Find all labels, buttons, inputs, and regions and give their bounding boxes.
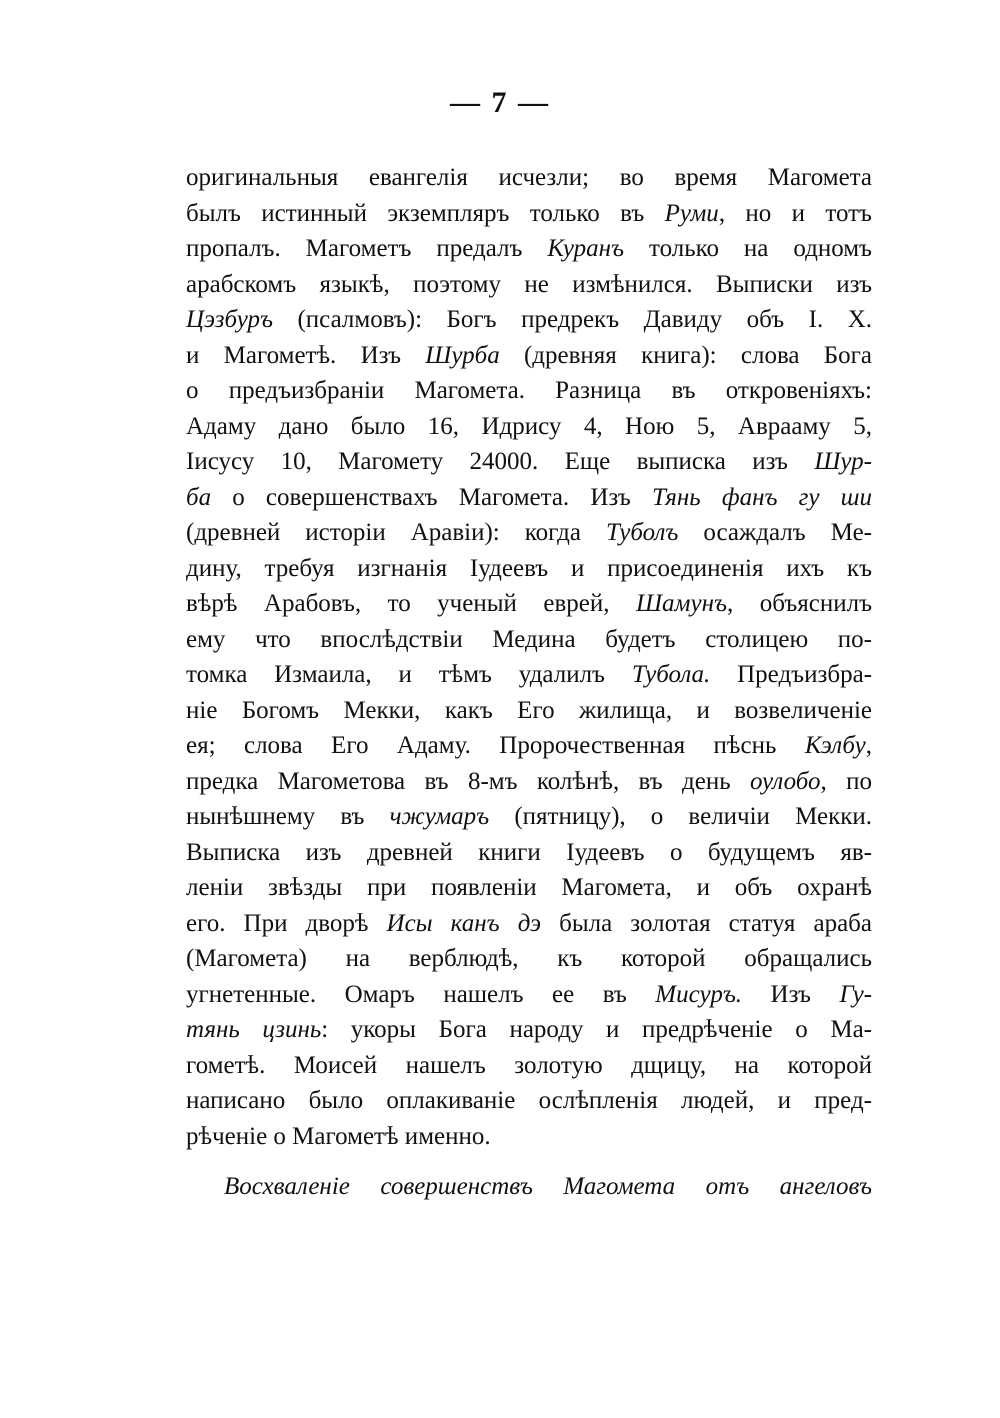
text-segment: предка Магометова въ 8-мъ колѣнѣ, въ день: [186, 767, 750, 795]
text-line: [186, 586, 872, 622]
text-line: [186, 977, 872, 1013]
text-line: [186, 622, 872, 658]
italic-term: Цэзбуръ: [186, 306, 273, 333]
text-segment: , объяснилъ: [727, 590, 872, 617]
page-number: — 7 —: [450, 86, 550, 119]
text-segment: арабскомъ языкѣ, поэтому не измѣнился. Выписки изъ: [186, 270, 872, 298]
text-line: [186, 515, 872, 551]
text-segment: угнетенные. Омаръ нашелъ ее въ: [186, 980, 656, 1008]
text-line: [186, 870, 872, 906]
italic-term: чжумаръ: [389, 803, 490, 830]
italic-term: Шурба: [425, 341, 500, 369]
text-segment: Адаму дано было 16, Идрису 4, Ною 5, Аврааму 5,: [186, 412, 872, 440]
text-segment: , но и тотъ: [718, 199, 872, 227]
text-segment: (древней исторіи Аравіи): когда: [186, 519, 606, 546]
text-segment: Выписка изъ древней книги Іудеевъ о будущемъ яв-: [186, 838, 872, 866]
italic-term: ба: [186, 483, 212, 511]
text-line: [186, 728, 872, 764]
text-segment: ему что впослѣдствіи Медина будетъ столицею по-: [186, 625, 872, 653]
text-line: [186, 1083, 872, 1119]
text-line: [186, 302, 872, 338]
italic-term: Восхваленіе совершенствъ Магомета отъ ангеловъ: [224, 1173, 872, 1200]
text-line: [186, 160, 872, 196]
italic-term: Шамунъ: [635, 590, 727, 617]
italic-term: Туболъ: [605, 519, 679, 546]
text-line: [186, 267, 872, 303]
text-line: [186, 764, 872, 800]
text-segment: и Магометѣ. Изъ: [186, 341, 426, 369]
text-line: [186, 551, 872, 587]
text-segment: гометѣ. Моисей нашелъ золотую дщицу, на которой: [186, 1051, 872, 1079]
italic-term: Руми: [664, 199, 719, 227]
text-segment: только на одномъ: [624, 235, 872, 262]
italic-term: оулобо: [749, 767, 821, 795]
text-line: [186, 941, 872, 977]
text-segment: была золотая статуя араба: [541, 909, 872, 937]
text-segment: (псалмовъ): Богъ предрекъ Давиду объ І. Х.: [273, 306, 872, 333]
italic-term: Тубола.: [631, 661, 711, 688]
text-segment: написано было оплакиваніе ослѣпленія людей, и пред-: [186, 1087, 872, 1114]
italic-term: тянь цзинь: [186, 1016, 322, 1043]
text-line: [186, 480, 872, 516]
italic-term: Гу-: [839, 980, 873, 1008]
text-line: [186, 409, 872, 445]
text-line: [186, 835, 872, 871]
text-line: [186, 444, 872, 480]
text-segment: его. При дворѣ: [186, 909, 387, 937]
text-segment: Іисусу 10, Магомету 24000. Еще выписка изъ: [186, 448, 815, 475]
text-segment: нынѣшнему въ: [186, 803, 390, 830]
italic-term: Куранъ: [547, 235, 625, 262]
text-line: [186, 1169, 872, 1205]
text-segment: томка Измаила, и тѣмъ удалилъ: [186, 661, 632, 688]
text-line: [186, 1048, 872, 1084]
text-segment: ніе Богомъ Мекки, какъ Его жилища, и возвеличеніе: [186, 696, 872, 724]
text-segment: о предъизбраніи Магомета. Разница въ откровеніяхъ:: [186, 377, 872, 404]
text-line: [186, 338, 872, 374]
italic-term: Тянь фанъ гу ши: [651, 483, 873, 511]
page-body-text: [186, 160, 872, 1205]
text-segment: о совершенствахъ Магомета. Изъ: [211, 483, 652, 511]
text-line: [186, 906, 872, 942]
italic-term: Исы канъ дэ: [386, 909, 542, 937]
text-segment: (пятницу), о величіи Мекки.: [489, 803, 872, 830]
text-line: [186, 657, 872, 693]
text-line: [186, 799, 872, 835]
text-line: [186, 693, 872, 729]
text-segment: (древняя книга): слова Бога: [499, 341, 872, 369]
text-segment: Предъизбра-: [710, 661, 872, 688]
text-line: [186, 1012, 872, 1048]
text-line: [186, 196, 872, 232]
italic-term: Кэлбу: [804, 732, 866, 759]
text-line: [186, 1119, 872, 1155]
text-segment: вѣрѣ Арабовъ, то ученый еврей,: [186, 590, 636, 617]
text-segment: рѣченіе о Магометѣ именно.: [186, 1122, 491, 1150]
text-segment: : укоры Бога народу и предрѣченіе о Ма-: [321, 1016, 872, 1043]
text-segment: оригинальныя евангелія исчезли; во время Магомета: [186, 164, 872, 191]
text-segment: пропалъ. Магометъ предалъ: [186, 235, 548, 262]
text-segment: , по: [820, 767, 872, 795]
text-segment: осаждалъ Ме-: [678, 519, 872, 546]
text-segment: ,: [865, 732, 872, 759]
text-line: [186, 373, 872, 409]
text-segment: Изъ: [742, 980, 840, 1008]
text-line: [186, 231, 872, 267]
text-segment: леніи звѣзды при появленіи Магомета, и объ охранѣ: [186, 874, 872, 901]
text-segment: дину, требуя изгнанія Іудеевъ и присоединенія ихъ къ: [186, 554, 872, 582]
text-segment: былъ истинный экземпляръ только въ: [186, 199, 665, 227]
italic-term: Шур-: [814, 448, 872, 475]
italic-term: Мисуръ.: [655, 980, 743, 1008]
text-segment: ея; слова Его Адаму. Пророчественная пѣснь: [186, 732, 805, 759]
text-segment: (Магомета) на верблюдѣ, къ которой обращались: [186, 945, 872, 972]
